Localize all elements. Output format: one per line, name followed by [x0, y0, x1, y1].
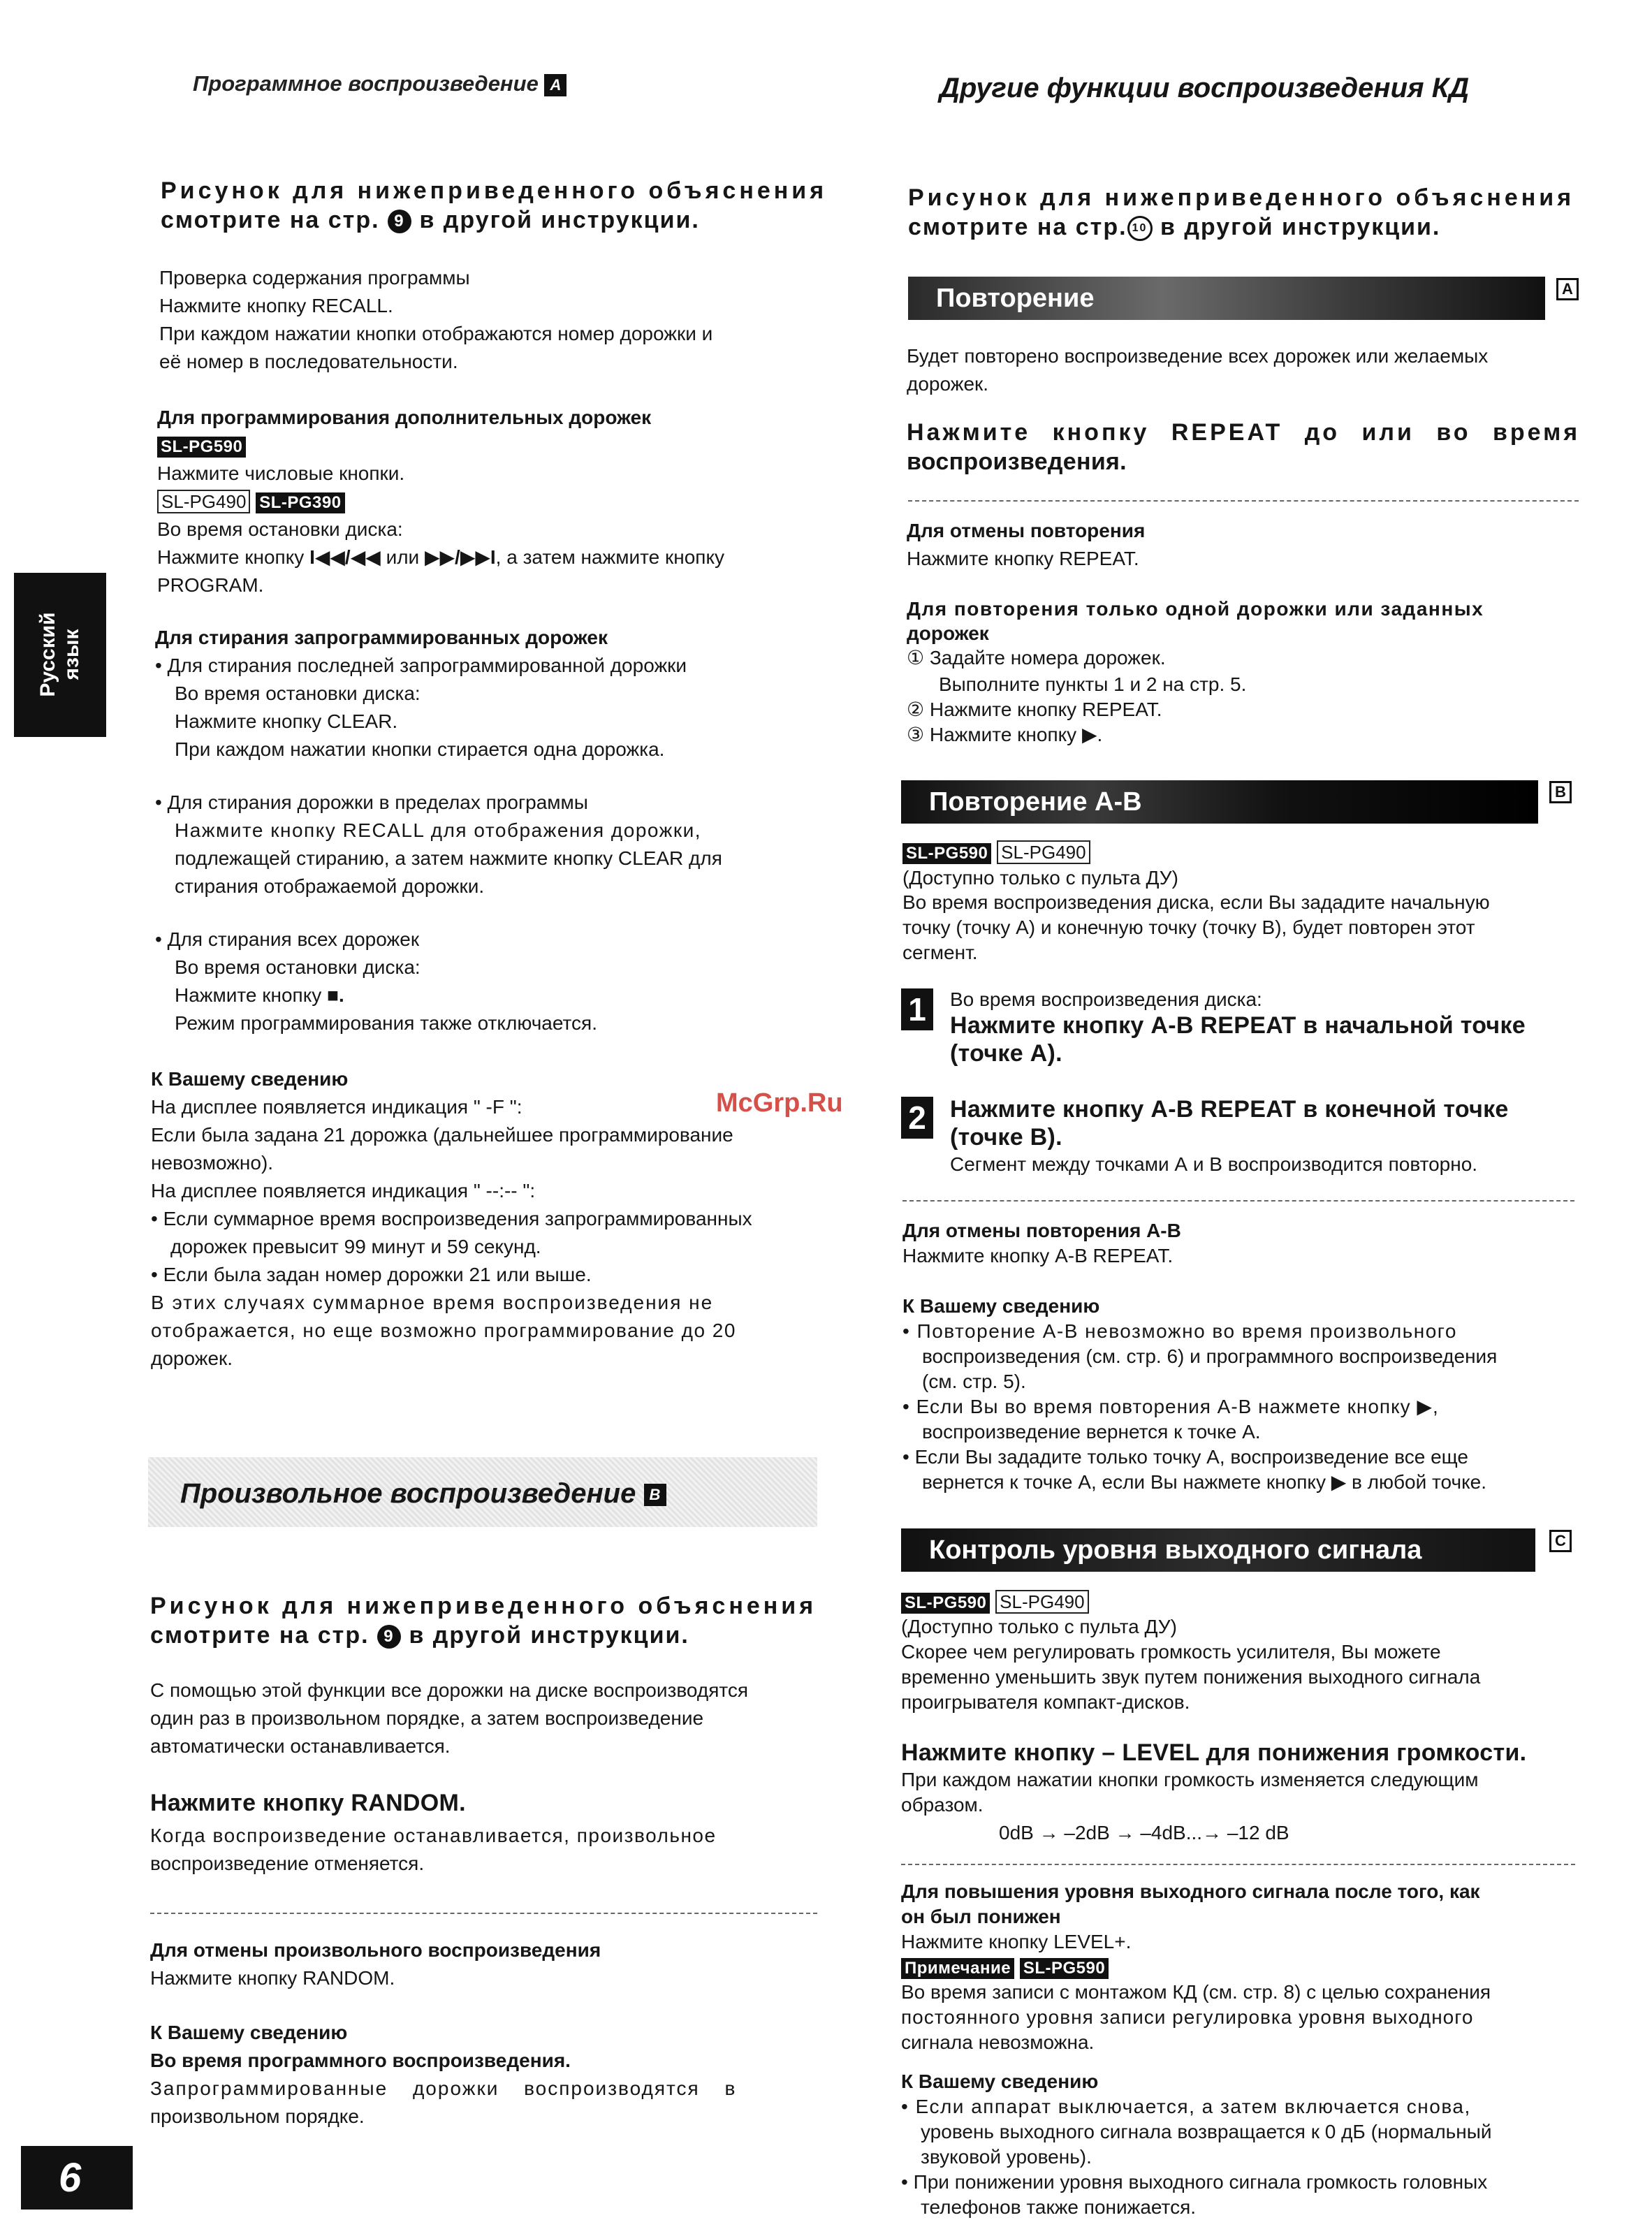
random-cancel-line: Нажмите кнопку RANDOM. [150, 1967, 395, 1989]
step-1-number: 1 [901, 988, 933, 1030]
page-number: 6 [59, 2155, 82, 2200]
erase-b2-line: подлежащей стиранию, а затем нажмите кнопку CLEAR для [175, 847, 722, 869]
level-info-title: К Вашему сведению [901, 2071, 1099, 2092]
level-info [901, 2069, 1582, 2220]
erase-b1-line: При каждом нажатии кнопки стирается одна дорожка. [175, 738, 665, 760]
random-desc-line: С помощью этой функции все дорожки на диске воспроизводятся [150, 1679, 749, 1701]
ab-models [902, 838, 1584, 866]
level-raise [901, 1879, 1582, 2055]
info-line: В этих случаях суммарное время воспроизведения не [151, 1292, 714, 1313]
ab-info-line: • Повторение А-В невозможно во время произвольного [902, 1320, 1457, 1342]
language-tab [14, 573, 106, 737]
info-line: отображается, но еще возможно программирование до 20 [151, 1320, 736, 1341]
check-program-title: Проверка содержания программы [159, 267, 470, 289]
ab-step1 [950, 988, 1582, 1067]
add-tracks-line3 [157, 543, 828, 571]
ab-info-line: (см. стр. 5). [922, 1371, 1026, 1392]
info-line: • Если была задан номер дорожки 21 или выше. [151, 1264, 592, 1285]
ab-info-line: воспроизведение вернется к точке А. [922, 1421, 1261, 1443]
repeat-cancel-title: Для отмены повторения [907, 520, 1146, 541]
ab-info-line: воспроизведения (см. стр. 6) и программного воспроизведения [922, 1345, 1498, 1367]
repeat-press-line2: воспроизведения. [907, 448, 1127, 475]
add-tracks-line2: Во время остановки диска: [157, 518, 403, 540]
random-ref [150, 1591, 824, 1650]
model-badge-outline: SL-PG490 [995, 1590, 1088, 1614]
ab-info-line: вернется к точке А, если Вы нажмете кнопку ▶ в любой точке. [922, 1471, 1487, 1493]
right-ref-line2 [908, 212, 1582, 242]
left-ref-line2a: смотрите на стр. [161, 207, 380, 233]
model-row-1 [157, 432, 828, 460]
right-ref-line2a: смотрите на стр. [908, 214, 1127, 240]
divider [901, 1864, 1575, 1865]
step-2-number: 2 [901, 1097, 933, 1139]
stop-icon: ■. [327, 984, 344, 1006]
ab-step2-line: (точке В). [950, 1124, 1062, 1151]
ab-info-line: • Если Вы зададите только точку А, воспроизведение все еще [902, 1446, 1468, 1468]
repeat-desc [907, 342, 1584, 398]
watermark: McGrp.Ru [716, 1088, 843, 1118]
level-body [901, 1589, 1582, 1715]
erase-b3-line: Во время остановки диска: [175, 956, 421, 978]
badge-c-icon: C [1549, 1530, 1572, 1552]
spacer [155, 764, 826, 789]
random-cancel [150, 1936, 824, 1992]
erase-b3-line [155, 981, 826, 1009]
repeat-step-sub: Выполните пункты 1 и 2 на стр. 5. [939, 673, 1247, 695]
model-row-2 [157, 488, 828, 516]
header-other-functions: Другие функции воспроизведения КД [940, 73, 1470, 103]
repeat-step [907, 697, 1581, 722]
random-desc-line: автоматически останавливается. [150, 1735, 451, 1757]
model-badge-outline: SL-PG490 [997, 840, 1090, 864]
ab-bar-text: Повторение А-В [929, 787, 1142, 817]
add-tracks-line4: PROGRAM. [157, 574, 264, 596]
level-press-after [901, 1767, 1582, 1848]
info-line: Если была задана 21 дорожка (дальнейшее программирование [151, 1124, 733, 1146]
level-avail: (Доступно только с пульта ДУ) [901, 1616, 1177, 1637]
level-raise-line: Нажмите кнопку LEVEL+. [901, 1931, 1132, 1952]
language-tab-text [36, 612, 84, 696]
random-info [150, 2019, 824, 2131]
repeat-desc-line: Будет повторено воспроизведение всех дорожек или желаемых [907, 345, 1489, 367]
model-badge-outline: SL-PG490 [157, 490, 250, 513]
info-title: К Вашему сведению [151, 1068, 349, 1090]
language-tab-line1: Русский [36, 612, 59, 697]
random-header [180, 1477, 666, 1510]
divider [908, 500, 1579, 502]
ab-bar [901, 780, 1538, 824]
skip-forward-icon: ▶▶/▶▶I [424, 546, 496, 568]
ab-body [902, 838, 1584, 965]
ab-cancel-line: Нажмите кнопку A-B REPEAT. [902, 1245, 1174, 1266]
ab-desc-line: сегмент. [902, 942, 978, 963]
repeat-step [907, 644, 1581, 672]
erase-b3-line: Режим программирования также отключается. [175, 1012, 597, 1034]
badge-b-icon: B [1549, 781, 1572, 803]
level-sequence: 0dB → –2dB → –4dB...→ –12 dB [999, 1822, 1289, 1843]
repeat-one-title: Для повторения только одной дорожки или заданных [907, 598, 1484, 620]
add-tracks-line3a: Нажмите кнопку [157, 546, 305, 568]
level-desc-line: Скорее чем регулировать громкость усилителя, Вы можете [901, 1641, 1441, 1663]
add-tracks-section [157, 404, 828, 599]
info-line: На дисплее появляется индикация " --:-- ": [151, 1180, 536, 1202]
right-ref-line2b: в другой инструкции. [1160, 214, 1441, 240]
check-program-line: Нажмите кнопку RECALL. [159, 295, 393, 316]
random-info-bold: Во время программного воспроизведения. [150, 2050, 571, 2071]
check-program-line: При каждом нажатии кнопки отображаются номер дорожки и [159, 323, 713, 344]
random-note [150, 1822, 824, 1878]
repeat-step [907, 722, 1581, 747]
level-press-after-line: При каждом нажатии кнопки громкость изменяется следующим [901, 1769, 1479, 1790]
repeat-cancel-line: Нажмите кнопку REPEAT. [907, 548, 1139, 569]
left-ref-line2b: в другой инструкции. [419, 207, 700, 233]
level-note-line: постоянного уровня записи регулировка уровня выходного [901, 2006, 1474, 2028]
level-desc-line: временно уменьшить звук путем понижения выходного сигнала [901, 1666, 1481, 1688]
ab-step1-pre: Во время воспроизведения диска: [950, 988, 1262, 1010]
erase-b3-press: Нажмите кнопку [175, 984, 322, 1006]
random-desc [150, 1677, 824, 1760]
level-note-line: сигнала невозможна. [901, 2031, 1095, 2053]
erase-b1-line: Нажмите кнопку CLEAR. [175, 710, 398, 732]
model-badge: SL-PG590 [157, 437, 246, 458]
random-desc-line: один раз в произвольном порядке, а затем воспроизведение [150, 1707, 704, 1729]
add-tracks-line3-mid: или [386, 546, 420, 568]
erase-b2-line: стирания отображаемой дорожки. [175, 875, 485, 897]
check-program-section [159, 264, 830, 376]
step-2-icon: ② [907, 699, 925, 720]
repeat-press [907, 418, 1581, 476]
note-badge: Примечание [901, 1958, 1014, 1979]
spacer [155, 900, 826, 926]
level-raise-title2: он был понижен [901, 1906, 1061, 1927]
repeat-step-text: Задайте номера дорожек. [929, 647, 1166, 669]
page-ref-circle-icon: 9 [388, 210, 411, 233]
repeat-bar [908, 277, 1545, 320]
model-badge: SL-PG390 [256, 492, 344, 513]
random-press: Нажмите кнопку RANDOM. [150, 1790, 466, 1816]
right-ref-line1: Рисунок для нижеприведенного объяснения [908, 184, 1575, 211]
repeat-step-text: Нажмите кнопку REPEAT. [929, 699, 1162, 720]
ab-desc-line: Во время воспроизведения диска, если Вы зададите начальную [902, 891, 1490, 913]
repeat-cancel [907, 517, 1581, 573]
random-note-line: Когда воспроизведение останавливается, произвольное [150, 1825, 717, 1846]
erase-b1-line: Во время остановки диска: [175, 682, 421, 704]
language-tab-line2: язык [60, 629, 83, 680]
repeat-bar-text: Повторение [936, 284, 1095, 313]
info-line: дорожек. [151, 1348, 233, 1369]
level-raise-title: Для повышения уровня выходного сигнала после того, как [901, 1881, 1480, 1902]
page-number-box [21, 2146, 133, 2210]
repeat-step-text: Нажмите кнопку ▶. [929, 724, 1103, 745]
page-ref-circle-icon: 9 [377, 1625, 401, 1649]
level-models [901, 1589, 1582, 1614]
repeat-one-title2: дорожек [907, 622, 989, 644]
erase-b2-head: • Для стирания дорожки в пределах программы [155, 791, 588, 813]
random-ref-line2b: в другой инструкции. [409, 1622, 689, 1649]
ab-step1-line: (точке А). [950, 1040, 1062, 1067]
left-ref-line2 [161, 205, 831, 235]
ab-info [902, 1294, 1580, 1495]
level-info-line: • При понижении уровня выходного сигнала громкость головных [901, 2171, 1488, 2193]
erase-title: Для стирания запрограммированных дорожек [155, 627, 608, 648]
level-info-line: уровень выходного сигнала возвращается к 0 дБ (нормальный [921, 2121, 1492, 2142]
level-press-after-line: образом. [901, 1794, 984, 1816]
random-ref-line2 [150, 1621, 824, 1650]
header-program-play [193, 68, 566, 99]
level-bar-text: Контроль уровня выходного сигнала [929, 1535, 1422, 1565]
model-badge: SL-PG590 [901, 1593, 990, 1614]
random-info-line: Запрограммированные дорожки воспроизводятся в [150, 2077, 737, 2099]
ab-step1-line: Нажмите кнопку A-B REPEAT в начальной точке [950, 1012, 1526, 1039]
left-ref-line1: Рисунок для нижеприведенного объяснения [161, 177, 828, 204]
model-badge: SL-PG590 [902, 843, 991, 864]
ab-avail: (Доступно только с пульта ДУ) [902, 867, 1178, 889]
divider [902, 1200, 1574, 1202]
random-note-line: воспроизведение отменяется. [150, 1853, 425, 1874]
left-ref [161, 176, 831, 235]
level-info-line: • Если аппарат выключается, а затем включается снова, [901, 2096, 1471, 2117]
ab-info-title: К Вашему сведению [902, 1295, 1100, 1317]
header-program-play-text: Программное воспроизведение [193, 71, 539, 96]
ab-cancel [902, 1218, 1577, 1269]
erase-section [155, 624, 826, 1037]
random-cancel-title: Для отмены произвольного воспроизведения [150, 1939, 601, 1961]
level-note-line: Во время записи с монтажом КД (см. стр. 8) с целью сохранения [901, 1981, 1491, 2003]
random-header-text: Произвольное воспроизведение [180, 1478, 636, 1509]
ab-step2 [950, 1095, 1582, 1178]
level-info-line: телефонов также понижается. [921, 2196, 1197, 2218]
add-tracks-title: Для программирования дополнительных дорожек [157, 407, 652, 428]
divider [150, 1913, 817, 1914]
ab-step2-after: Сегмент между точками А и В воспроизводится повторно. [950, 1153, 1478, 1175]
erase-b2-line: Нажмите кнопку RECALL для отображения дорожки, [175, 819, 702, 841]
step-3-icon: ③ [907, 724, 925, 745]
check-program-line: её номер в последовательности. [159, 351, 458, 372]
level-info-line: звуковой уровень). [921, 2146, 1092, 2168]
erase-b1-head: • Для стирания последней запрограммированной дорожки [155, 655, 687, 676]
badge-a-icon: A [544, 74, 566, 96]
badge-a-icon: A [1556, 278, 1579, 300]
level-bar [901, 1528, 1535, 1572]
badge-b-icon: B [644, 1484, 666, 1506]
skip-back-icon: I◀◀/◀◀ [309, 546, 381, 568]
ab-step2-line: Нажмите кнопку A-B REPEAT в конечной точке [950, 1096, 1509, 1123]
ab-info-line: • Если Вы во время повторения А-В нажмете кнопку ▶, [902, 1396, 1439, 1417]
ab-desc-line: точку (точку А) и конечную точку (точку В), будет повторен этот [902, 917, 1475, 938]
page-ref-circle-icon: 10 [1127, 216, 1153, 241]
random-info-line: произвольном порядке. [150, 2105, 365, 2127]
info-line: На дисплее появляется индикация " -F ": [151, 1096, 522, 1118]
info-line: дорожек превысит 99 минут и 59 секунд. [170, 1236, 541, 1257]
random-ref-line2a: смотрите на стр. [150, 1622, 370, 1649]
level-desc-line: проигрывателя компакт-дисков. [901, 1691, 1190, 1713]
random-info-title: К Вашему сведению [150, 2022, 348, 2043]
add-tracks-line3-end: , а затем нажмите кнопку [495, 546, 725, 568]
level-note-badges [901, 1955, 1582, 1980]
level-press: Нажмите кнопку – LEVEL для понижения громкости. [901, 1739, 1527, 1766]
erase-b3-head: • Для стирания всех дорожек [155, 928, 420, 950]
repeat-one [907, 595, 1581, 747]
model-badge: SL-PG590 [1020, 1958, 1109, 1979]
repeat-press-line1: Нажмите кнопку REPEAT до или во время [907, 419, 1581, 446]
info-line: невозможно). [151, 1152, 274, 1174]
info-line: • Если суммарное время воспроизведения запрограммированных [151, 1208, 752, 1229]
right-ref [908, 183, 1582, 242]
random-ref-line1: Рисунок для нижеприведенного объяснения [150, 1593, 817, 1619]
step-1-icon: ① [907, 647, 925, 669]
add-tracks-line1: Нажмите числовые кнопки. [157, 462, 405, 484]
ab-cancel-title: Для отмены повторения А-В [902, 1220, 1181, 1241]
repeat-desc-line: дорожек. [907, 373, 989, 395]
